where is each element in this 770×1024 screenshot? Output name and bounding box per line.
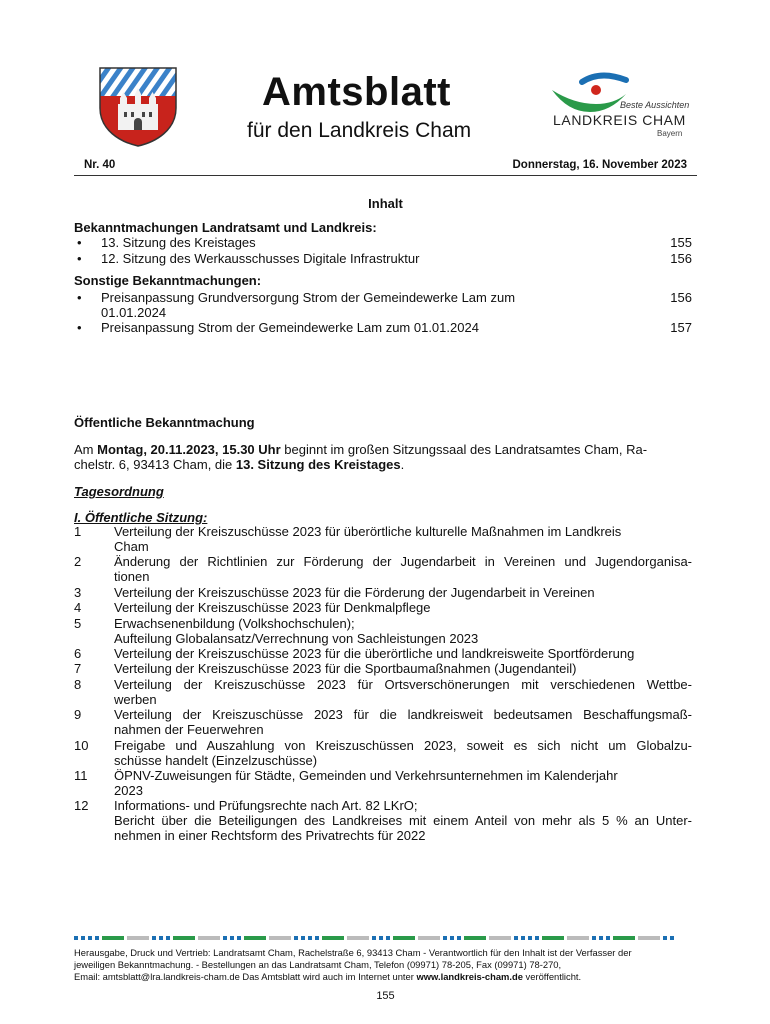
bullet-icon: • [77, 251, 82, 266]
footer-stripe-segment [599, 936, 603, 940]
agenda-item-text: Cham [114, 539, 149, 554]
toc-item: Preisanpassung Grundversorgung Strom der Gemeindewerke Lam zum [101, 290, 516, 305]
footer-stripe-segment [606, 936, 610, 940]
agenda-item-number: 4 [74, 600, 82, 616]
agenda-item-number: 10 [74, 737, 89, 753]
header-divider [74, 175, 697, 176]
agenda-item-number: 1 [74, 524, 82, 539]
logo-name: LANDKREIS CHAM [553, 112, 686, 128]
agenda-item-number: 3 [74, 584, 82, 600]
notice-paragraph: Am Montag, 20.11.2023, 15.30 Uhr beginnt im großen Sitzungssaal des Landratsamtes Cham, Ra- chelstr. 6, 93413 Cham, die 13. Sitzung des Kreistages. [74, 442, 648, 472]
footer-stripe-segment [159, 936, 163, 940]
footer-stripe-segment [173, 936, 195, 940]
footer-imprint: Herausgabe, Druck und Vertrieb: Landratsamt Cham, Rachelstraße 6, 93413 Cham - Verantwortlich für den Inhalt ist der Verfasser der jeweiligen Bekanntmachung. - Bestellungen an das Landratsamt Cham, Telefon (09971) 78-205, Fax (09971) 78-270, Email: amtsblatt@lra.landkreis-cham.de Das Amtsblatt wird auch im Internet unter www.landkreis-cham.de veröffentlicht. [74, 947, 632, 982]
footer-stripe-segment [443, 936, 447, 940]
footer-stripe-segment [237, 936, 241, 940]
toc-section-heading: Sonstige Bekanntmachungen: [74, 273, 262, 288]
toc-section-heading: Bekanntmachungen Landratsamt und Landkreis: [74, 220, 377, 235]
footer-stripe-segment [528, 936, 532, 940]
footer-stripe-segment [372, 936, 376, 940]
agenda-item-text: Verteilung der Kreiszuschüsse 2023 für Ortsverschönerungen mit verschiedenen Wettbe- [114, 676, 692, 692]
agenda-title: Tagesordnung [74, 484, 164, 499]
agenda-item-text: Verteilung der Kreiszuschüsse 2023 für die Sportbaumaßnahmen (Jugendanteil) [114, 661, 577, 677]
footer-stripe-segment [489, 936, 511, 940]
footer-stripe-segment [244, 936, 266, 940]
agenda-item-text: Verteilung der Kreiszuschüsse 2023 für die Förderung der Jugendarbeit in Vereinen [114, 584, 595, 600]
footer-stripe-segment [230, 936, 234, 940]
footer-stripe-segment [166, 936, 170, 940]
agenda-item-text: ÖPNV-Zuweisungen für Städte, Gemeinden und Verkehrsunternehmen im Kalenderjahr [114, 768, 618, 783]
footer-stripe-segment [542, 936, 564, 940]
agenda-item-number: 9 [74, 707, 82, 723]
agenda-item-text: schüsse handelt (Einzelzuschüsse) [114, 752, 318, 768]
footer-stripe-segment [74, 936, 78, 940]
toc-page: 157 [670, 320, 692, 335]
footer-stripe-segment [418, 936, 440, 940]
toc-page: 155 [670, 235, 692, 250]
coat-of-arms-icon [96, 64, 180, 148]
footer-stripe-segment [322, 936, 344, 940]
footer-stripe-segment [464, 936, 486, 940]
bullet-icon: • [77, 290, 82, 305]
footer-stripe-segment [535, 936, 539, 940]
agenda-item-number: 6 [74, 646, 82, 661]
page-title: Amtsblatt [262, 70, 451, 114]
agenda-item-text: Änderung der Richtlinien zur Förderung der Jugendarbeit in Vereinen und Jugendorganisa- [114, 554, 692, 570]
issue-number: Nr. 40 [84, 159, 116, 171]
footer-stripe-segment [638, 936, 660, 940]
toc-item-continued: 01.01.2024 [101, 305, 167, 320]
footer-stripe-segment [613, 936, 635, 940]
agenda-item-text: Bericht über die Beteiligungen des Landkreises mit einem Anteil von mehr als 5 % an Unter- [114, 813, 692, 829]
footer-stripe-segment [95, 936, 99, 940]
footer-stripe-segment [127, 936, 149, 940]
footer-stripe-segment [592, 936, 596, 940]
footer-stripe-segment [102, 936, 124, 940]
agenda-item-text: Verteilung der Kreiszuschüsse 2023 für die überörtliche und landkreisweite Sportförderung [114, 646, 635, 661]
toc-title: Inhalt [368, 196, 403, 211]
footer-stripe-segment [88, 936, 92, 940]
footer-stripe-segment [457, 936, 461, 940]
agenda-section-title: I. Öffentliche Sitzung: [74, 510, 208, 525]
footer-stripe-segment [347, 936, 369, 940]
toc-page: 156 [670, 251, 692, 266]
agenda-item-text: Aufteilung Globalansatz/Verrechnung von Sachleistungen 2023 [114, 630, 479, 646]
footer-stripe-segment [567, 936, 589, 940]
meeting-datetime: Montag, 20.11.2023, 15.30 Uhr [97, 442, 281, 457]
agenda-item-text: Erwachsenenbildung (Volkshochschulen); [114, 615, 355, 631]
page-number: 155 [376, 990, 395, 1002]
agenda-item-text: Verteilung der Kreiszuschüsse 2023 für überörtliche kulturelle Maßnahmen im Landkreis [114, 524, 622, 539]
footer-stripe-segment [152, 936, 156, 940]
agenda-item-text: tionen [114, 569, 150, 585]
footer-stripe-segment [514, 936, 518, 940]
agenda-item-number: 12 [74, 798, 89, 814]
meeting-name: 13. Sitzung des Kreistages [235, 457, 401, 472]
footer-stripe-segment [223, 936, 227, 940]
footer-stripe-segment [269, 936, 291, 940]
toc-item: 13. Sitzung des Kreistages [101, 235, 256, 250]
footer-stripe-segment [301, 936, 305, 940]
agenda-item-text: nehmen in einer Rechtsform des Privatrechts für 2022 [114, 828, 426, 844]
agenda-item-number: 11 [74, 768, 88, 783]
footer-stripe-segment [294, 936, 298, 940]
agenda-item-text: Freigabe und Auszahlung von Kreiszuschüssen 2023, soweit es sich nicht um Globalzu- [114, 737, 692, 753]
issue-date: Donnerstag, 16. November 2023 [512, 159, 687, 171]
page-subtitle: für den Landkreis Cham [247, 119, 472, 142]
website-link[interactable]: www.landkreis-cham.de [416, 971, 523, 982]
toc-item: 12. Sitzung des Werkausschusses Digitale Infrastruktur [101, 251, 420, 266]
agenda-item-number: 7 [74, 661, 82, 677]
footer-stripe-segment [393, 936, 415, 940]
agenda-item-number: 8 [74, 676, 82, 692]
footer-stripe-segment [386, 936, 390, 940]
agenda-item-text: Verteilung der Kreiszuschüsse 2023 für die landkreisweit bedeutsamen Beschaffungsmaß- [114, 707, 692, 723]
footer-stripe-segment [663, 936, 667, 940]
footer-stripe-segment [521, 936, 525, 940]
footer-stripe-segment [450, 936, 454, 940]
footer-stripe [74, 936, 697, 940]
agenda-item-text: nahmen der Feuerwehren [114, 722, 264, 738]
bullet-icon: • [77, 320, 82, 335]
agenda-item-number: 2 [74, 554, 82, 570]
footer-stripe-segment [308, 936, 312, 940]
footer-stripe-segment [315, 936, 319, 940]
agenda-item-text: werben [114, 691, 157, 707]
agenda-item-text: Verteilung der Kreiszuschüsse 2023 für Denkmalpflege [114, 600, 431, 616]
footer-stripe-segment [670, 936, 674, 940]
toc-item: Preisanpassung Strom der Gemeindewerke Lam zum 01.01.2024 [101, 320, 479, 335]
agenda-item-text: Informations- und Prüfungsrechte nach Art. 82 LKrO; [114, 798, 418, 814]
footer-stripe-segment [379, 936, 383, 940]
agenda-item-number: 5 [74, 615, 82, 631]
bullet-icon: • [77, 235, 82, 250]
footer-stripe-segment [198, 936, 220, 940]
agenda-item-text: 2023 [114, 783, 143, 798]
logo-tagline: Beste Aussichten [620, 100, 690, 110]
logo-region: Bayern [657, 129, 683, 138]
notice-heading: Öffentliche Bekanntmachung [74, 415, 255, 430]
toc-page: 156 [670, 290, 692, 305]
footer-stripe-segment [81, 936, 85, 940]
